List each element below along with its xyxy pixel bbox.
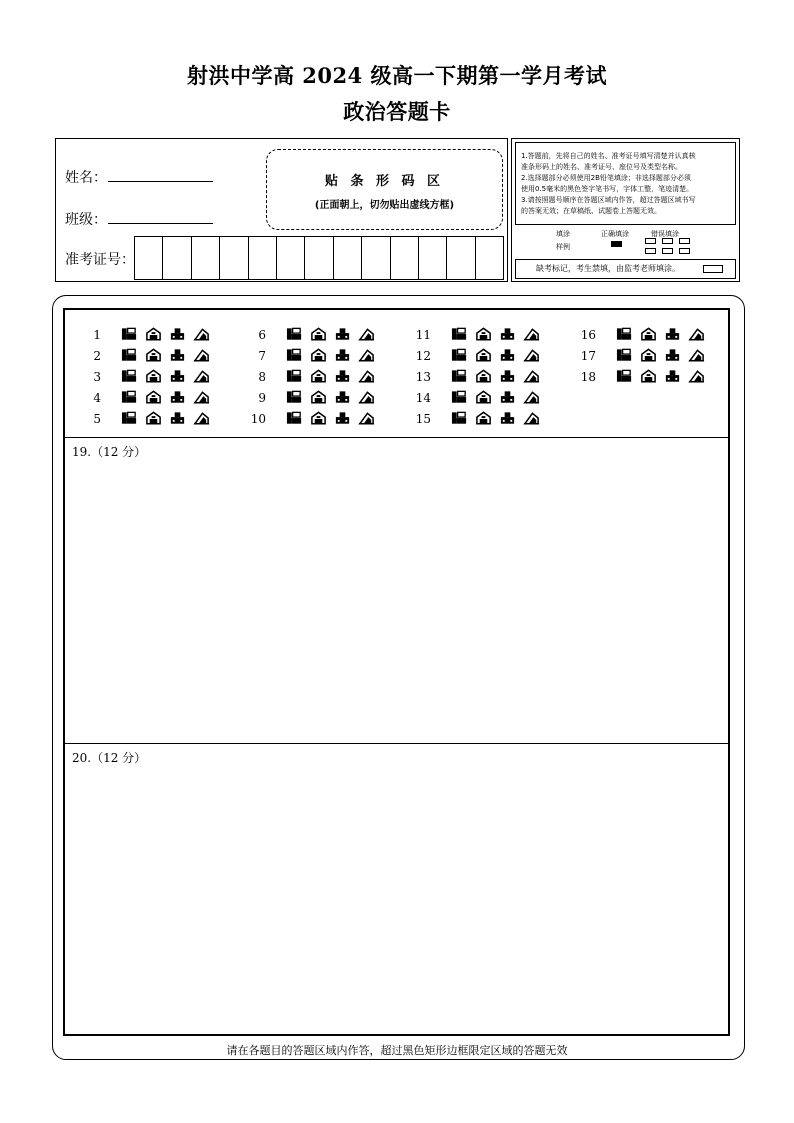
exam-id-cell[interactable] [476, 237, 504, 279]
option-c-bubble-icon[interactable] [169, 390, 186, 405]
choice-options-row [121, 327, 210, 342]
option-b-bubble-icon[interactable] [310, 327, 327, 342]
option-d-bubble-icon[interactable] [523, 369, 540, 384]
answer-area [63, 308, 730, 1036]
choice-options-row [286, 369, 375, 384]
wrong-fill-oval-icon [662, 248, 673, 254]
class-label: 班级： [65, 212, 107, 228]
choice-question-number: 9 [258, 391, 266, 405]
choice-question-number: 5 [93, 412, 101, 426]
notice-line: 2.选择题部分必须使用2B铅笔填涂；非选择题部分必须 [521, 174, 691, 182]
choice-options-row [286, 327, 375, 342]
choice-options-row [616, 348, 705, 363]
option-c-bubble-icon[interactable] [169, 369, 186, 384]
multiple-choice-section [65, 310, 728, 438]
choice-question-number: 1 [93, 328, 101, 342]
question-20-area[interactable] [65, 744, 728, 1034]
choice-options-row [286, 411, 375, 426]
option-d-bubble-icon[interactable] [358, 390, 375, 405]
option-a-bubble-icon[interactable] [451, 390, 468, 405]
option-a-bubble-icon[interactable] [451, 411, 468, 426]
option-a-bubble-icon[interactable] [286, 369, 303, 384]
option-a-bubble-icon[interactable] [616, 348, 633, 363]
class-field[interactable] [108, 223, 213, 224]
option-c-bubble-icon[interactable] [334, 390, 351, 405]
option-b-bubble-icon[interactable] [310, 411, 327, 426]
absent-mark-text: 缺考标记，考生禁填，由监考老师填涂。 [536, 264, 680, 273]
question-20-label: 20.（12 分） [72, 751, 147, 765]
option-d-bubble-icon[interactable] [523, 390, 540, 405]
question-19-label: 19.（12 分） [72, 445, 147, 459]
option-b-bubble-icon[interactable] [145, 348, 162, 363]
exam-id-cell[interactable] [305, 237, 333, 279]
option-b-bubble-icon[interactable] [640, 327, 657, 342]
page-subtitle: 政治答题卡 [343, 99, 451, 124]
option-a-bubble-icon[interactable] [286, 348, 303, 363]
option-d-bubble-icon[interactable] [358, 327, 375, 342]
option-d-bubble-icon[interactable] [688, 348, 705, 363]
question-19-area[interactable] [65, 438, 728, 744]
option-d-bubble-icon[interactable] [193, 390, 210, 405]
option-c-bubble-icon[interactable] [169, 411, 186, 426]
choice-question-number: 7 [258, 349, 266, 363]
wrong-fill-cross-icon [662, 238, 673, 244]
wrong-fill-slash-icon [645, 238, 656, 244]
exam-id-cell[interactable] [249, 237, 277, 279]
option-a-bubble-icon[interactable] [286, 390, 303, 405]
option-b-bubble-icon[interactable] [145, 327, 162, 342]
choice-options-row [121, 348, 210, 363]
option-c-bubble-icon[interactable] [499, 411, 516, 426]
option-b-bubble-icon[interactable] [310, 390, 327, 405]
option-a-bubble-icon[interactable] [451, 369, 468, 384]
exam-id-label: 准考证号： [65, 252, 135, 268]
choice-question-number: 11 [415, 328, 431, 342]
option-c-bubble-icon[interactable] [499, 369, 516, 384]
option-a-bubble-icon[interactable] [121, 369, 138, 384]
choice-options-row [451, 369, 540, 384]
notice-instructions [515, 142, 736, 225]
option-c-bubble-icon[interactable] [664, 348, 681, 363]
option-d-bubble-icon[interactable] [688, 327, 705, 342]
exam-id-cell[interactable] [220, 237, 248, 279]
wrong-fill-label: 错误填涂 [651, 230, 679, 238]
barcode-area [266, 149, 503, 230]
choice-question-number: 8 [258, 370, 266, 384]
correct-fill-sample-icon [611, 241, 622, 247]
choice-options-row [616, 369, 705, 384]
option-b-bubble-icon[interactable] [310, 348, 327, 363]
sample-label: 样例 [556, 243, 570, 251]
exam-id-cell[interactable] [391, 237, 419, 279]
choice-options-row [121, 390, 210, 405]
option-a-bubble-icon[interactable] [121, 327, 138, 342]
option-d-bubble-icon[interactable] [523, 411, 540, 426]
choice-options-row [451, 411, 540, 426]
option-a-bubble-icon[interactable] [121, 390, 138, 405]
choice-question-number: 16 [580, 328, 596, 342]
exam-id-cell[interactable] [192, 237, 220, 279]
option-d-bubble-icon[interactable] [358, 348, 375, 363]
option-a-bubble-icon[interactable] [451, 327, 468, 342]
option-a-bubble-icon[interactable] [121, 411, 138, 426]
option-c-bubble-icon[interactable] [334, 327, 351, 342]
option-b-bubble-icon[interactable] [475, 327, 492, 342]
choice-options-row [451, 327, 540, 342]
choice-question-number: 6 [258, 328, 266, 342]
exam-id-cell[interactable] [447, 237, 475, 279]
barcode-subtitle: (正面朝上，切勿贴出虚线方框) [314, 200, 455, 211]
option-d-bubble-icon[interactable] [193, 411, 210, 426]
option-d-bubble-icon[interactable] [523, 348, 540, 363]
absent-mark-box[interactable] [703, 265, 723, 273]
wrong-fill-bar-icon [645, 248, 656, 254]
exam-id-cell[interactable] [277, 237, 305, 279]
option-b-bubble-icon[interactable] [475, 411, 492, 426]
name-label: 姓名： [65, 170, 107, 186]
exam-id-cell[interactable] [163, 237, 191, 279]
notice-box [511, 138, 740, 282]
option-b-bubble-icon[interactable] [145, 369, 162, 384]
choice-question-number: 13 [415, 370, 431, 384]
page-title: 射洪中学高 2024 级高一下期第一学月考试 [186, 63, 608, 88]
option-c-bubble-icon[interactable] [334, 369, 351, 384]
option-c-bubble-icon[interactable] [664, 327, 681, 342]
option-a-bubble-icon[interactable] [451, 348, 468, 363]
option-d-bubble-icon[interactable] [193, 327, 210, 342]
choice-options-row [121, 369, 210, 384]
option-d-bubble-icon[interactable] [688, 369, 705, 384]
option-c-bubble-icon[interactable] [499, 348, 516, 363]
exam-id-grid[interactable] [134, 236, 504, 280]
barcode-title: 贴 条 形 码 区 [324, 174, 445, 189]
option-b-bubble-icon[interactable] [640, 348, 657, 363]
notice-line: 使用0.5毫米的黑色签字笔书写，字体工整，笔迹清楚。 [521, 185, 694, 193]
student-info-box [55, 138, 508, 282]
option-c-bubble-icon[interactable] [334, 348, 351, 363]
choice-question-number: 3 [93, 370, 101, 384]
choice-options-row [286, 348, 375, 363]
option-d-bubble-icon[interactable] [358, 411, 375, 426]
choice-options-row [121, 411, 210, 426]
option-a-bubble-icon[interactable] [616, 369, 633, 384]
choice-question-number: 2 [93, 349, 101, 363]
exam-id-cell[interactable] [419, 237, 447, 279]
choice-question-number: 15 [415, 412, 431, 426]
name-field[interactable] [108, 181, 213, 182]
option-a-bubble-icon[interactable] [286, 411, 303, 426]
option-d-bubble-icon[interactable] [358, 369, 375, 384]
choice-options-row [451, 348, 540, 363]
exam-id-cell[interactable] [362, 237, 390, 279]
option-c-bubble-icon[interactable] [664, 369, 681, 384]
option-b-bubble-icon[interactable] [475, 369, 492, 384]
choice-question-number: 14 [415, 391, 431, 405]
footer-notice: 请在各题目的答题区域内作答，超过黑色矩形边框限定区域的答题无效 [226, 1044, 568, 1057]
option-b-bubble-icon[interactable] [145, 411, 162, 426]
option-b-bubble-icon[interactable] [475, 348, 492, 363]
option-d-bubble-icon[interactable] [193, 369, 210, 384]
notice-line: 准条形码上的姓名、准考证号、座位号及类型名称。 [521, 163, 682, 171]
option-b-bubble-icon[interactable] [640, 369, 657, 384]
choice-question-number: 12 [415, 349, 431, 363]
option-c-bubble-icon[interactable] [334, 411, 351, 426]
option-c-bubble-icon[interactable] [169, 327, 186, 342]
option-a-bubble-icon[interactable] [616, 327, 633, 342]
option-d-bubble-icon[interactable] [523, 327, 540, 342]
choice-question-number: 4 [93, 391, 101, 405]
option-c-bubble-icon[interactable] [499, 327, 516, 342]
notice-line: 3.请按照题号顺序在答题区域内作答，超过答题区域书写 [521, 196, 696, 204]
choice-options-row [616, 327, 705, 342]
option-b-bubble-icon[interactable] [145, 390, 162, 405]
notice-line: 的答案无效；在草稿纸、试题卷上答题无效。 [521, 207, 661, 215]
option-d-bubble-icon[interactable] [193, 348, 210, 363]
absent-mark-row [515, 259, 736, 279]
notice-line: 1.答题前，先将自己的姓名、准考证号填写清楚并认真核 [521, 152, 696, 160]
option-c-bubble-icon[interactable] [499, 390, 516, 405]
correct-fill-label: 正确填涂 [601, 230, 629, 238]
wrong-fill-dot-icon [679, 248, 690, 254]
choice-question-number: 17 [580, 349, 596, 363]
wrong-fill-circle-icon [679, 238, 690, 244]
exam-id-cell[interactable] [135, 237, 163, 279]
exam-id-cell[interactable] [334, 237, 362, 279]
fill-label: 填涂 [556, 230, 570, 238]
choice-options-row [451, 390, 540, 405]
option-a-bubble-icon[interactable] [286, 327, 303, 342]
choice-options-row [286, 390, 375, 405]
choice-question-number: 18 [580, 370, 596, 384]
option-a-bubble-icon[interactable] [121, 348, 138, 363]
option-b-bubble-icon[interactable] [475, 390, 492, 405]
choice-question-number: 10 [250, 412, 266, 426]
option-c-bubble-icon[interactable] [169, 348, 186, 363]
option-b-bubble-icon[interactable] [310, 369, 327, 384]
